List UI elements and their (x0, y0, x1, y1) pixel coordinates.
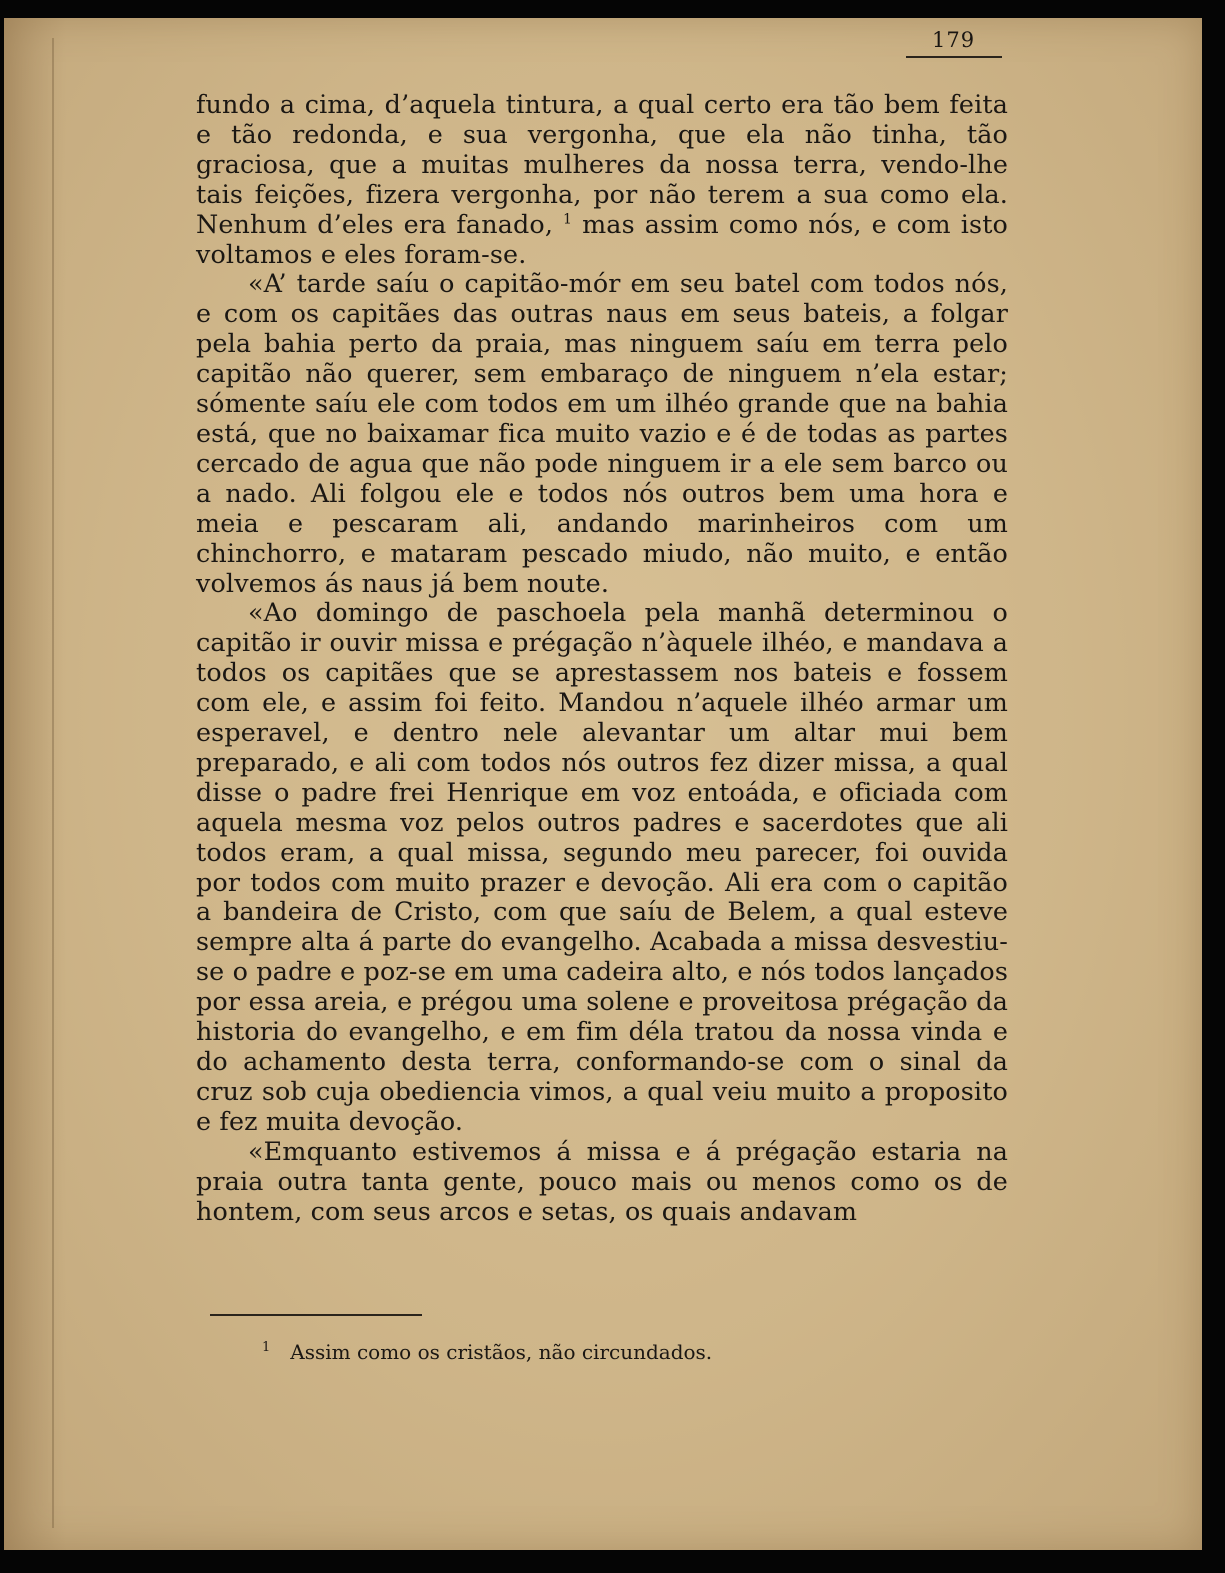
footnote-text: Assim como os cristãos, não circundados. (290, 1340, 713, 1364)
page-number: 179 (932, 28, 976, 52)
paragraph-1-text-end: mas assim como nós, e com isto voltamos e eles foram-se. (196, 208, 1008, 269)
paragraph-4: «Emquanto estivemos á missa e á prégação estaria na praia outra tanta gente, pouco mais ou menos como os de hontem, com seus arcos e setas, os quais andavam (196, 1135, 1008, 1226)
footnote-separator (210, 1314, 422, 1316)
paragraph-1 (196, 90, 1008, 269)
binding-crease (52, 38, 54, 1528)
paragraph-3: «Ao domingo de paschoela pela manhã determinou o capitão ir ouvir missa e prégação n’àquele ilhéo, e mandava a todos os capitães que se aprestassem nos bateis e fossem com ele, e assim foi feito. Mandou n’aquele ilhéo armar um esperavel, e dentro nele alevantar um altar mui bem preparado, e ali com todos nós outros fez dizer missa, a qual disse o padre frei Henrique em voz entoáda, e oficiada com aquela mesma voz pelos outros padres e sacerdotes que ali todos eram, a qual missa, segundo meu parecer, foi ouvida por todos com muito prazer e devoção. Ali era com o capitão a bandeira de Cristo, com que saíu de Belem, a qual esteve sempre alta á parte do evangelho. Acabada a missa desvestiu-se o padre e poz-se em uma cadeira alto, e nós todos lançados por essa areia, e prégou uma solene e proveitosa prégação da historia do evangelho, e em fim déla tratou da nossa vinda e do achamento desta terra, conformando-se com o sinal da cruz sob cuja obediencia vimos, a qual veiu muito a proposito e fez muita devoção. (196, 597, 1008, 1136)
paragraph-1-text: fundo a cima, d’aquela tintura, a qual certo era tão bem feita e tão redonda, e sua vergonha, que ela não tinha, tão graciosa, que a muitas mulheres da nossa terra, vendo-lhe tais feições, fizera vergonha, por não terem a sua como ela. Nenhum d’eles era fanado, (196, 89, 1008, 239)
footnote-reference: 1 (563, 211, 573, 228)
page-gutter-shadow (4, 18, 66, 1550)
footnote-mark: 1 (262, 1340, 271, 1356)
footnote (262, 1340, 712, 1364)
book-page (4, 18, 1202, 1550)
body-text (196, 90, 1008, 1226)
paragraph-2: «A’ tarde saíu o capitão-mór em seu batel com todos nós, e com os capitães das outras naus em seus bateis, a folgar pela bahia perto da praia, mas ninguem saíu em terra pelo capitão não querer, sem embaraço de ninguem n’ela estar; sómente saíu ele com todos em um ilhéo grande que na bahia está, que no baixamar fica muito vazio e é de todas as partes cercado de agua que não pode ninguem ir a ele sem barco ou a nado. Ali folgou ele e todos nós outros bem uma hora e meia e pescaram ali, andando marinheiros com um chinchorro, e mataram pescado miudo, não muito, e então volvemos ás naus já bem noute. (196, 268, 1008, 598)
page-number-rule (906, 56, 1002, 58)
